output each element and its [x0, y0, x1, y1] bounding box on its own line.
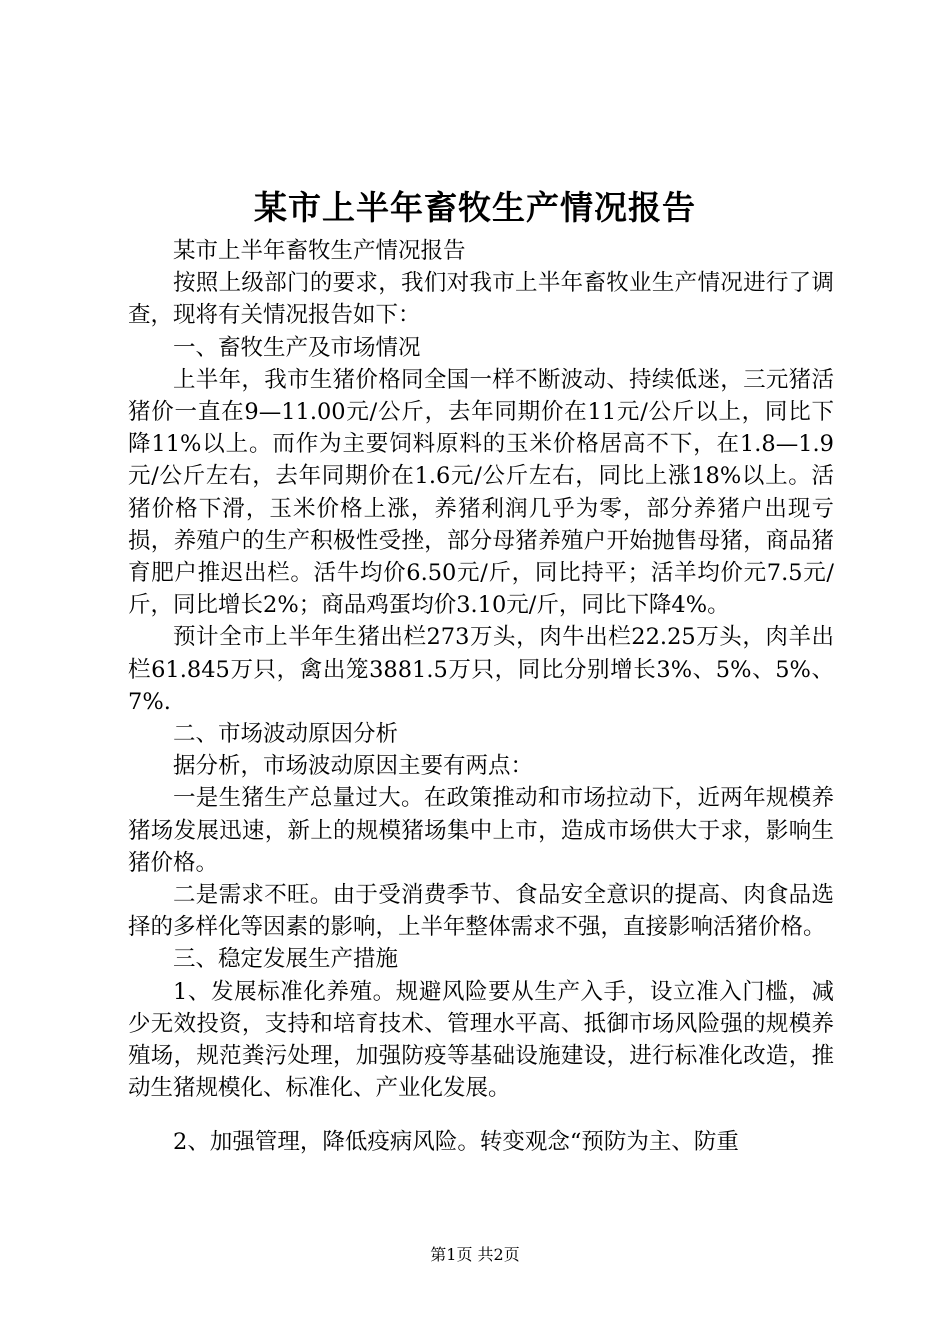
paragraph-analysis-intro: 据分析，市场波动原因主要有两点：	[173, 753, 534, 780]
section-heading-2: 二、市场波动原因分析	[173, 721, 399, 748]
paragraph-reason-2: 二是需求不旺。由于受消费季节、食品安全意识的提高、肉食品选择的多样化等因素的影响，上半年整体需求不强，直接影响活猪价格。	[128, 882, 834, 941]
paragraph-measure-2: 2、加强管理，降低疫病风险。转变观念“预防为主、防重	[173, 1129, 739, 1156]
section-heading-1: 一、畜牧生产及市场情况	[173, 334, 421, 361]
paragraph-measure-1: 1、发展标准化养殖。规避风险要从生产入手，设立准入门槛，减少无效投资，支持和培育技术、管理水平高、抵御市场风险强的规模养殖场，规范粪污处理，加强防疫等基础设施建设，进行标准化改造，推动生猪规模化、标准化、产业化发展。	[128, 978, 834, 1102]
paragraph-intro: 按照上级部门的要求，我们对我市上半年畜牧业生产情况进行了调查，现将有关情况报告如下：	[128, 270, 834, 329]
page-footer: 第1页 共2页	[430, 1245, 520, 1264]
paragraph-heading-repeat: 某市上半年畜牧生产情况报告	[173, 238, 466, 264]
document-body	[128, 235, 834, 1159]
document-title: 某市上半年畜牧生产情况报告	[254, 188, 696, 227]
section-heading-3: 三、稳定发展生产措施	[173, 946, 399, 973]
paragraph-reason-1: 一是生猪生产总量过大。在政策推动和市场拉动下，近两年规模养猪场发展迅速，新上的规模猪场集中上市，造成市场供大于求，影响生猪价格。	[128, 785, 834, 876]
paragraph-output-forecast: 预计全市上半年生猪出栏273万头，肉牛出栏22.25万头，肉羊出栏61.845万只，禽出笼3881.5万只，同比分别增长3%、5%、5%、7%.	[128, 624, 834, 715]
paragraph-price-situation: 上半年，我市生猪价格同全国一样不断波动、持续低迷，三元猪活猪价一直在9—11.00元/公斤，去年同期价在11元/公斤以上，同比下降11%以上。而作为主要饲料原料的玉米价格居高不下，在1.8—1.9元/公斤左右，去年同期价在1.6元/公斤左右，同比上涨18%以上。活猪价格下滑，玉米价格上涨，养猪利润几乎为零，部分养猪户出现亏损，养殖户的生产积极性受挫，部分母猪养殖户开始抛售母猪，商品猪育肥户推迟出栏。活牛均价6.50元/斤，同比持平；活羊均价元7.5元/斤，同比增长2%；商品鸡蛋均价3.10元/斤，同比下降4%。	[128, 366, 834, 619]
